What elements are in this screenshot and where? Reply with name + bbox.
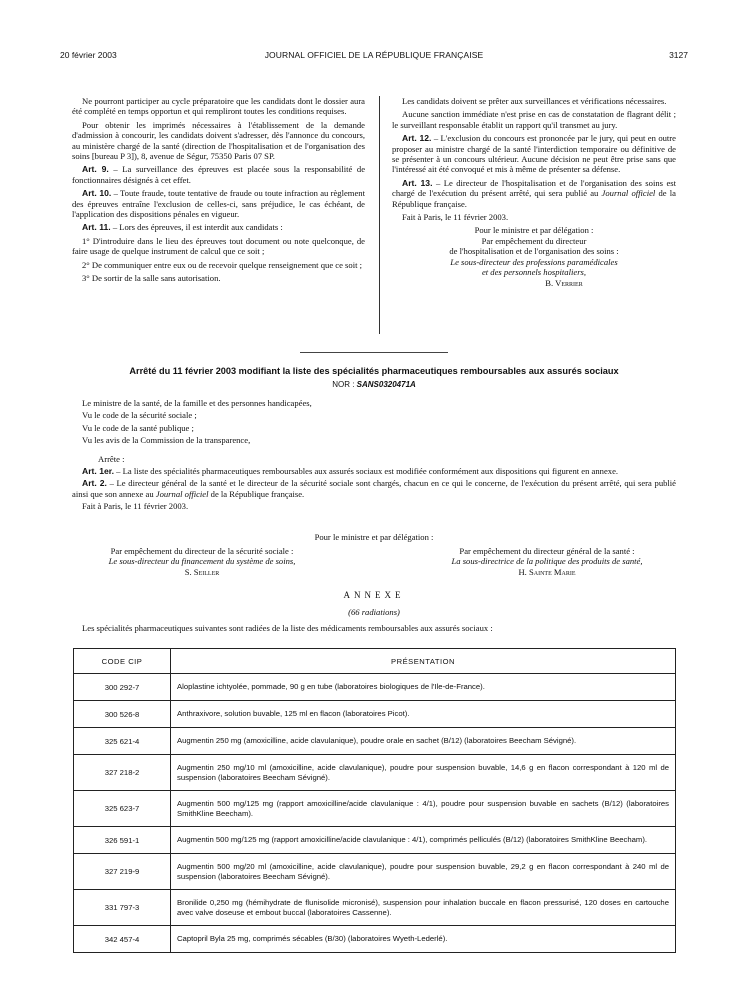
presentation-text: Augmentin 500 mg/125 mg (rapport amoxicilline/acide clavulanique : 4/1), poudre pour suspension buvable en sachets (B/12) (laboratoires SmithKline Beecham).	[171, 791, 676, 827]
article-text: – Le directeur général de la santé et le directeur de la sécurité sociale sont chargés, chacun en ce qui le concerne, de l'exécution du présent arrêté, qui sera publié ainsi que son annexe au	[72, 478, 676, 499]
cip-code: 300 526-8	[74, 701, 171, 728]
signature-line: Pour le ministre et par délégation :	[474, 225, 594, 236]
article-13	[392, 178, 676, 209]
date-place: Fait à Paris, le 11 février 2003.	[82, 501, 189, 512]
table-row	[74, 674, 676, 701]
signature-heading: Pour le ministre et par délégation :	[314, 532, 434, 542]
arrete-title: Arrêté du 11 février 2003 modifiant la liste des spécialités pharmaceutiques remboursables aux assurés sociaux	[129, 366, 619, 376]
article-text: – Le directeur de l'hospitalisation et de l'organisation des soins est chargé de l'exécution du présent arrêté, qui sera publié au	[392, 177, 677, 199]
article-2	[72, 478, 676, 499]
cip-code: 327 219-9	[74, 854, 171, 890]
article-text: – Toute fraude, toute tentative de fraude ou toute infraction au règlement des épreuves entraîne l'exclusion de celles-ci, sans préjudice, le cas échéant, de l'application des dispositions pénales en vigueur.	[72, 188, 365, 220]
article-10	[72, 188, 365, 219]
article-text: – L'exclusion du concours est prononcée par le jury, qui peut en outre proposer au ministre chargé de la santé l'interdiction temporaire ou définitive de se présenter à un concours ultérieur. Aucune décision ne peut être prise sans que l'intéressé ait été convoqué et mis à même de présenter sa défense.	[392, 133, 676, 175]
article-text: – Lors des épreuves, il est interdit aux candidats :	[110, 222, 283, 233]
presentation-text: Anthraxivore, solution buvable, 125 ml en flacon (laboratoires Picot).	[171, 701, 676, 728]
signature-line: Par empêchement du directeur général de la santé :	[459, 546, 635, 556]
presentation-text: Augmentin 250 mg/10 ml (amoxicilline, acide clavulanique), poudre pour suspension buvable, 14,6 g en flacon correspondant à 120 ml de suspension (laboratoires Beecham Sévigné).	[171, 755, 676, 791]
journal-name: Journal officiel	[601, 188, 656, 199]
presentation-text: Captopril Byla 25 mg, comprimés sécables (B/30) (laboratoires Wyeth-Lederlé).	[171, 926, 676, 953]
list-item: 3° De sortir de la salle sans autorisation.	[82, 273, 221, 284]
header-journal-title: JOURNAL OFFICIEL DE LA RÉPUBLIQUE FRANÇAISE	[264, 50, 484, 60]
section-separator	[300, 352, 448, 353]
date-place: Fait à Paris, le 11 février 2003.	[402, 212, 509, 223]
right-column	[392, 96, 676, 288]
article-label: Art. 10.	[82, 188, 112, 199]
signature-line: Le sous-directeur des professions paramédicales	[450, 256, 618, 267]
article-label: Art. 12.	[402, 133, 432, 144]
table-row	[74, 755, 676, 791]
annexe-title: ANNEXE	[343, 590, 405, 600]
cip-code: 326 591-1	[74, 827, 171, 854]
article-label: Art. 2.	[82, 478, 107, 489]
table-row	[74, 728, 676, 755]
paragraph: Le ministre de la santé, de la famille et des personnes handicapées,	[82, 398, 312, 408]
signature-line: et des personnels hospitaliers,	[481, 267, 587, 278]
article-11	[72, 222, 365, 232]
table-row	[74, 791, 676, 827]
signature-line: Par empêchement du directeur	[481, 235, 587, 246]
cip-code: 331 797-3	[74, 890, 171, 926]
presentation-text: Augmentin 500 mg/125 mg (rapport amoxicilline/acide clavulanique : 4/1), comprimés pelliculés (B/12) (laboratoires SmithKline Beecham).	[171, 827, 676, 854]
paragraph: Vu le code de la sécurité sociale ;	[82, 410, 197, 421]
table-row	[74, 827, 676, 854]
article-text: de la République française.	[392, 188, 676, 209]
column-header-presentation: PRÉSENTATION	[171, 649, 676, 674]
article-12	[392, 133, 676, 175]
column-header-code: CODE CIP	[74, 649, 171, 674]
article-text: – La liste des spécialités pharmaceutiques remboursables aux assurés sociaux est modifiée conformément aux dispositions qui figurent en annexe.	[114, 466, 619, 477]
cip-code: 327 218-2	[74, 755, 171, 791]
paragraph: Les candidats doivent se prêter aux surveillances et vérifications nécessaires.	[402, 96, 667, 106]
table-header-row	[74, 649, 676, 674]
cip-code: 342 457-4	[74, 926, 171, 953]
cip-code: 300 292-7	[74, 674, 171, 701]
signature-block-right	[418, 546, 676, 577]
page-header	[60, 50, 688, 64]
nor-value: SANS0320471A	[356, 380, 416, 389]
signatory-name: S. Seiller	[184, 566, 220, 577]
paragraph: Aucune sanction immédiate n'est prise en cas de constatation de flagrant délit ; le surveillant responsable établit un rapport qu'il transmet au jury.	[392, 109, 676, 130]
paragraph: Vu le code de la santé publique ;	[82, 422, 194, 433]
article-label: Art. 13.	[402, 177, 433, 188]
cip-code: 325 623-7	[74, 791, 171, 827]
signature-line: La sous-directrice de la politique des produits de santé,	[451, 556, 643, 567]
table-row	[74, 926, 676, 953]
article-9	[72, 164, 365, 185]
article-1	[72, 466, 676, 476]
article-label: Art. 9.	[82, 164, 109, 175]
paragraph: Pour obtenir les imprimés nécessaires à l'établissement de la demande d'admission à concourir, les candidats doivent s'adresser, dès l'annonce du concours, au ministère chargé de la santé (direction de l'hospitalisation et de l'organisation des soins [bureau P 3]), 8, avenue de Ségur, 75350 Paris 07 SP.	[72, 119, 365, 162]
list-item: 2° De communiquer entre eux ou de recevoir quelque renseignement que ce soit ;	[82, 259, 363, 270]
paragraph: Vu les avis de la Commission de la transparence,	[82, 435, 251, 446]
left-column	[72, 96, 365, 287]
signature-line: Le sous-directeur du financement du système de soins,	[108, 556, 296, 567]
arrete-body	[72, 398, 676, 514]
signature-line: de l'hospitalisation et de l'organisation des soins :	[449, 246, 619, 257]
cip-code: 325 621-4	[74, 728, 171, 755]
list-item: 1° D'introduire dans le lieu des épreuves tout document ou note quelconque, de faire usage de quelque instrument de calcul que ce soit ;	[72, 235, 365, 257]
nor-reference	[60, 380, 688, 389]
presentation-text: Augmentin 250 mg (amoxicilline, acide clavulanique), poudre orale en sachet (B/12) (laboratoires Beecham Sévigné).	[171, 728, 676, 755]
annexe-intro: Les spécialités pharmaceutiques suivantes sont radiées de la liste des médicaments remboursables aux assurés sociaux :	[82, 623, 493, 633]
signature-block-left	[72, 546, 332, 577]
article-label: Art. 11.	[82, 222, 111, 233]
table-row	[74, 701, 676, 728]
presentation-text: Bronilide 0,250 mg (hémihydrate de flunisolide micronisé), suspension pour inhalation buccale en flacon pressurisé, 120 doses en cartouche avec valve doseuse et embout buccal (laboratoires Cassenne).	[171, 890, 676, 926]
table-row	[74, 854, 676, 890]
paragraph: Ne pourront participer au cycle préparatoire que les candidats dont le dossier aura été complété en temps opportun et qui rempliront toutes les conditions requises.	[72, 96, 365, 117]
cip-table	[73, 648, 676, 953]
journal-name: Journal officiel	[155, 488, 209, 499]
column-divider	[379, 96, 380, 334]
header-page-number: 3127	[669, 50, 688, 60]
annexe-subtitle: (66 radiations)	[348, 607, 400, 617]
table-row	[74, 890, 676, 926]
arrete-word: Arrête :	[98, 453, 125, 464]
article-text: de la République française.	[208, 488, 305, 499]
article-text: – La surveillance des épreuves est placée sous la responsabilité de fonctionnaires désignés à cet effet.	[72, 164, 366, 185]
article-label: Art. 1er.	[82, 466, 115, 477]
signatory-name: H. Sainte Marie	[518, 566, 576, 577]
presentation-text: Augmentin 500 mg/20 ml (amoxicilline, acide clavulanique), poudre pour suspension buvable, 29,2 g en flacon correspondant à 240 ml de suspension (laboratoires Beecham Sévigné).	[171, 854, 676, 890]
signature-block	[392, 225, 676, 287]
nor-label: NOR :	[332, 380, 357, 389]
signature-line: Par empêchement du directeur de la sécurité sociale :	[110, 546, 294, 556]
presentation-text: Aloplastine ichtyolée, pommade, 90 g en tube (laboratoires biologiques de l'Ile-de-France).	[171, 674, 676, 701]
header-date: 20 février 2003	[60, 50, 117, 60]
signatory-name: B. Verrier	[545, 277, 583, 288]
